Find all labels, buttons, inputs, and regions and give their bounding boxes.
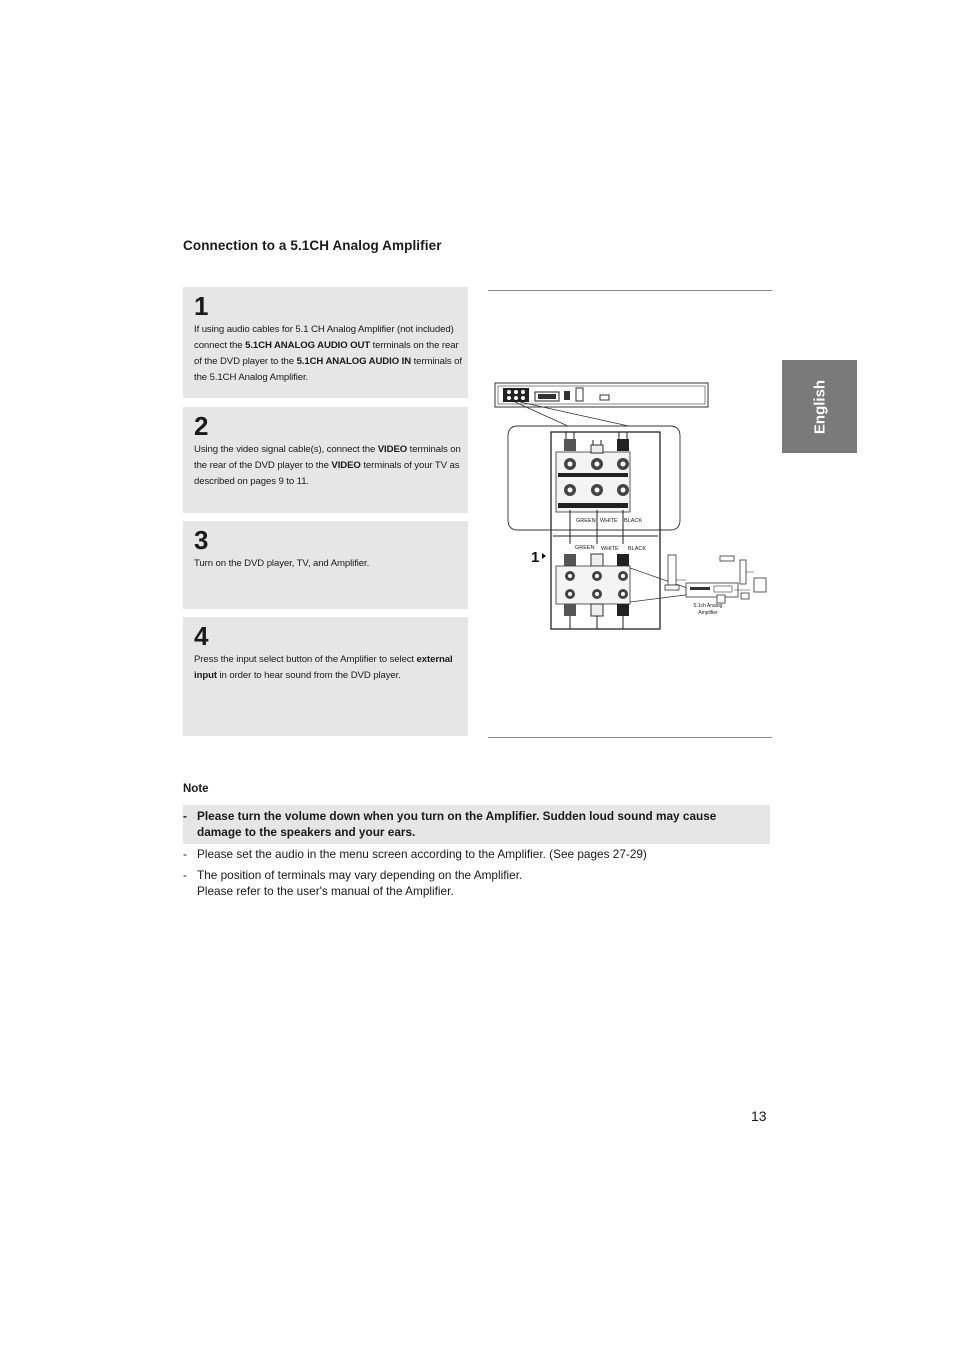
bullet-dash: - (183, 868, 187, 882)
note-warning (183, 805, 770, 844)
amp-zoom-line (630, 568, 693, 590)
step-3-panel (183, 521, 468, 609)
step-number: 4 (194, 621, 209, 651)
note-item-text: The position of terminals may vary depending on the Amplifier. (197, 868, 523, 882)
step-text: Press the input select button of the Amplifier to select external input in order to hear sound from the DVD player. (194, 654, 453, 681)
amp-label-line2: Amplifier (698, 610, 718, 616)
lower-color-black: BLACK (628, 546, 647, 552)
step-number: 1 (194, 291, 209, 321)
step-text: Turn on the DVD player, TV, and Amplifier. (194, 558, 370, 569)
step-marker-arrow-icon (542, 553, 546, 559)
page-number: 13 (751, 1108, 767, 1124)
diagram-bottom-rule (488, 737, 772, 738)
bottom-plug (617, 604, 629, 616)
amp-analog-in-jacks (556, 566, 630, 604)
bottom-plug (591, 604, 603, 616)
note-item-text: Please refer to the user's manual of the Amplifier. (197, 884, 454, 898)
step-number: 2 (194, 411, 209, 441)
note-title: Note (183, 783, 209, 795)
step-text: Using the video signal cable(s), connect the VIDEO terminals on the rear of the DVD player to the VIDEO terminals of your TV as described on pages 9 to 11. (194, 444, 461, 487)
lower-plug (564, 554, 576, 566)
step-1-panel (183, 287, 468, 398)
bottom-cables (570, 616, 623, 629)
bullet-dash: - (183, 809, 187, 823)
upper-color-white: WHITE (600, 518, 618, 524)
lower-plug (617, 554, 629, 566)
language-tab (782, 360, 857, 453)
bullet-dash: - (183, 847, 187, 861)
upper-plug (564, 439, 576, 451)
note-item (183, 846, 773, 862)
upper-color-black: BLACK (624, 518, 643, 524)
amp-zoom-line (630, 594, 693, 602)
amp-label-line1: 5.1ch Analog (693, 603, 723, 609)
step-number: 3 (194, 525, 209, 555)
diagram-top-rule (488, 290, 772, 291)
step-marker: 1 (531, 549, 540, 566)
note-item-text: Please set the audio in the menu screen according to the Amplifier. (See pages 27-29) (197, 847, 647, 861)
step-2-panel (183, 407, 468, 513)
upper-plug (591, 445, 603, 453)
dvd-analog-out-jacks (556, 452, 630, 512)
step-text: If using audio cables for 5.1 CH Analog Amplifier (not included) connect the 5.1CH ANALOG AUDIO OUT terminals on the rear of the DVD player to the 5.1CH ANALOG AUDIO IN terminals of the 5.1CH Analog Amplifier. (194, 324, 462, 383)
bottom-plug (564, 604, 576, 616)
upper-plug (617, 439, 629, 451)
language-tab-label: English (811, 379, 828, 434)
lower-color-green: GREEN (575, 545, 595, 551)
connection-diagram (488, 300, 772, 636)
lower-plug (591, 554, 603, 566)
step-4-panel (183, 617, 468, 736)
upper-color-green: GREEN (576, 518, 596, 524)
warning-text: Please turn the volume down when you turn on the Amplifier. Sudden loud sound may cause damage to the speakers and your ears. (197, 809, 717, 839)
note-item (183, 867, 773, 899)
page-title: Connection to a 5.1CH Analog Amplifier (183, 238, 442, 253)
lower-color-white: WHITE (601, 546, 619, 552)
